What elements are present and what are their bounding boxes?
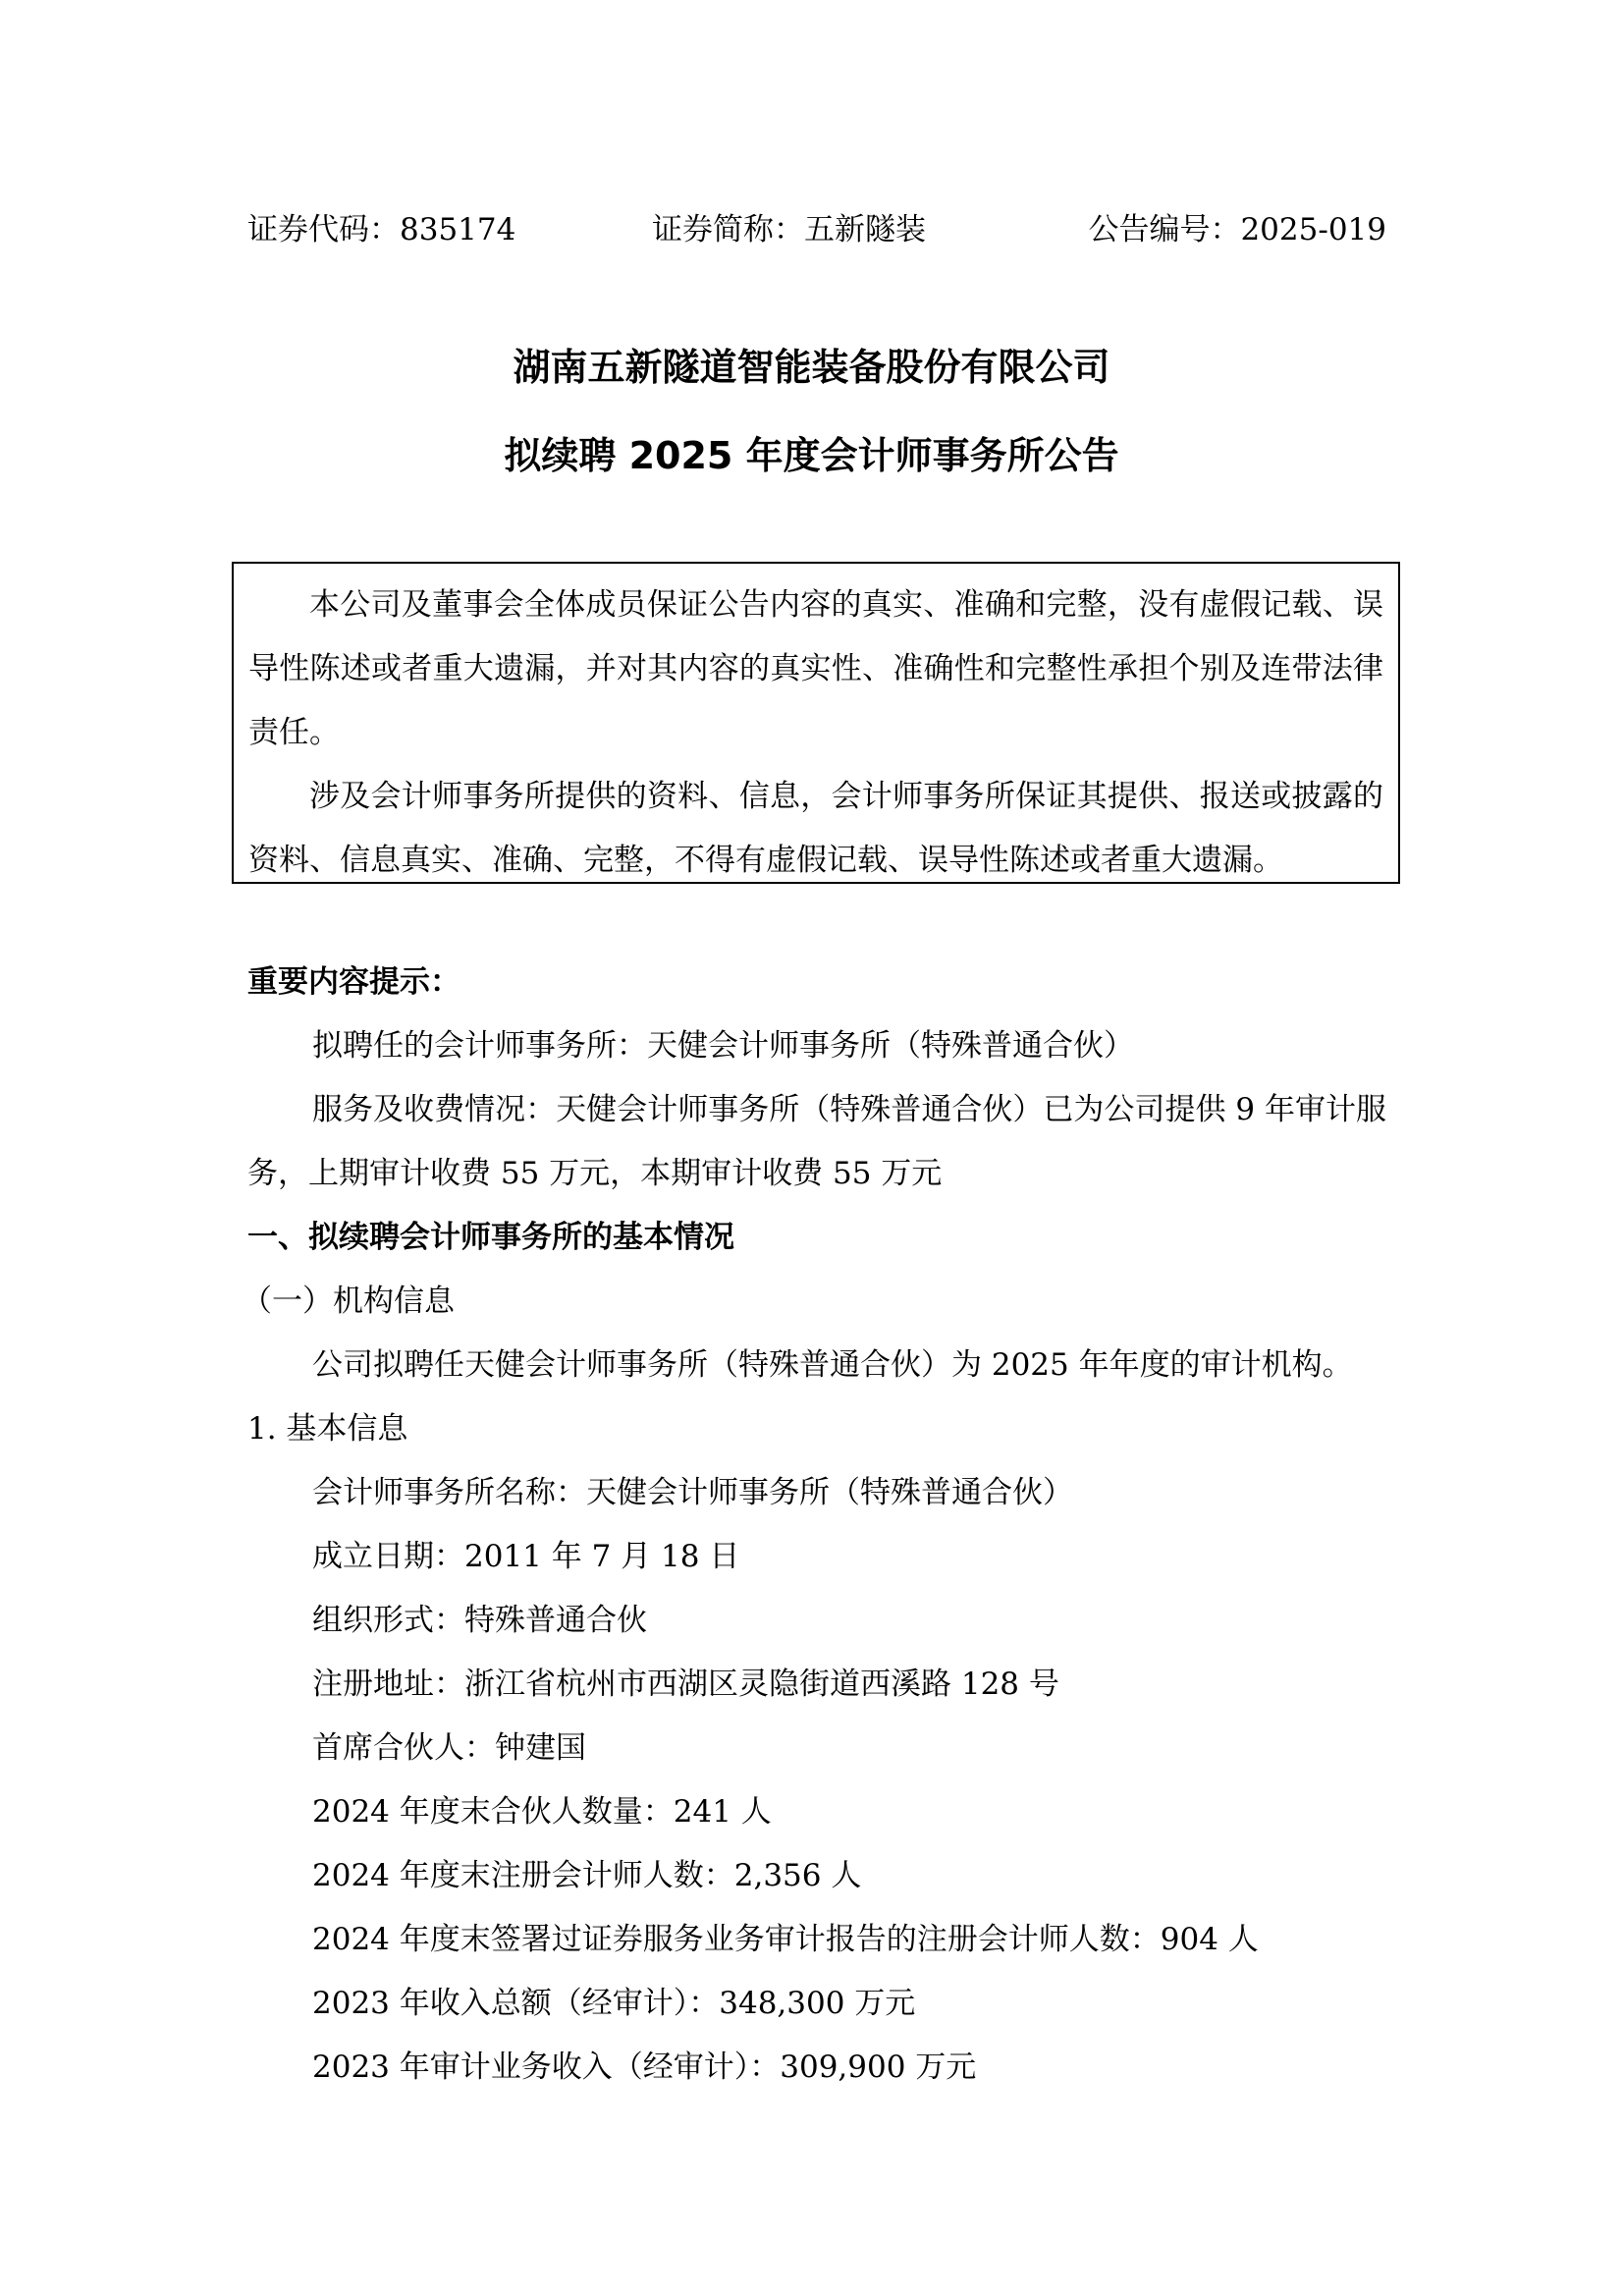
info-item-cpas: 2024 年度末注册会计师人数：2,356 人 — [312, 1858, 862, 1893]
subsection-heading: （一）机构信息 — [242, 1284, 455, 1319]
announcement-body — [242, 951, 1386, 2100]
info-item-partners: 2024 年度末合伙人数量：241 人 — [312, 1794, 772, 1830]
security-abbreviation: 证券简称：五新隧装 — [652, 212, 926, 247]
info-item-organization: 组织形式：特殊普通合伙 — [312, 1603, 647, 1638]
company-title: 湖南五新隧道智能装备股份有限公司 — [513, 346, 1110, 389]
key-points-heading: 重要内容提示： — [247, 964, 460, 1000]
info-item-address: 注册地址：浙江省杭州市西湖区灵隐街道西溪路 128 号 — [312, 1667, 1059, 1702]
basic-info-heading: 1. 基本信息 — [247, 1411, 408, 1447]
info-item-chief-partner: 首席合伙人：钟建国 — [312, 1730, 586, 1766]
security-code: 证券代码：835174 — [247, 212, 516, 247]
disclaimer-paragraph: 涉及会计师事务所提供的资料、信息，会计师事务所保证其提供、报送或披露的资料、信息真实、准确、完整，不得有虚假记载、误导性陈述或者重大遗漏。 — [248, 779, 1383, 878]
disclaimer-box — [232, 562, 1400, 884]
info-item-securities-cpas: 2024 年度末签署过证券服务业务审计报告的注册会计师人数：904 人 — [312, 1922, 1259, 1957]
key-point-firm: 拟聘任的会计师事务所：天健会计师事务所（特殊普通合伙） — [312, 1028, 1134, 1064]
key-point-service: 服务及收费情况：天健会计师事务所（特殊普通合伙）已为公司提供 9 年审计服务，上期审计收费 55 万元，本期审计收费 55 万元 — [247, 1092, 1386, 1191]
info-item-established: 成立日期：2011 年 7 月 18 日 — [312, 1539, 740, 1574]
info-item-audit-revenue: 2023 年审计业务收入（经审计）：309,900 万元 — [312, 2050, 977, 2085]
section-heading: 一、拟续聘会计师事务所的基本情况 — [247, 1220, 734, 1255]
info-item-total-revenue: 2023 年收入总额（经审计）：348,300 万元 — [312, 1986, 916, 2021]
announcement-title: 拟续聘 2025 年度会计师事务所公告 — [504, 434, 1119, 477]
section-intro: 公司拟聘任天健会计师事务所（特殊普通合伙）为 2025 年年度的审计机构。 — [312, 1347, 1353, 1383]
announcement-number: 公告编号：2025-019 — [1088, 212, 1386, 247]
info-item-firm-name: 会计师事务所名称：天健会计师事务所（特殊普通合伙） — [312, 1475, 1073, 1510]
document-header — [247, 206, 1386, 253]
disclaimer-paragraph: 本公司及董事会全体成员保证公告内容的真实、准确和完整，没有虚假记载、误导性陈述或者重大遗漏，并对其内容的真实性、准确性和完整性承担个别及连带法律责任。 — [248, 587, 1383, 750]
